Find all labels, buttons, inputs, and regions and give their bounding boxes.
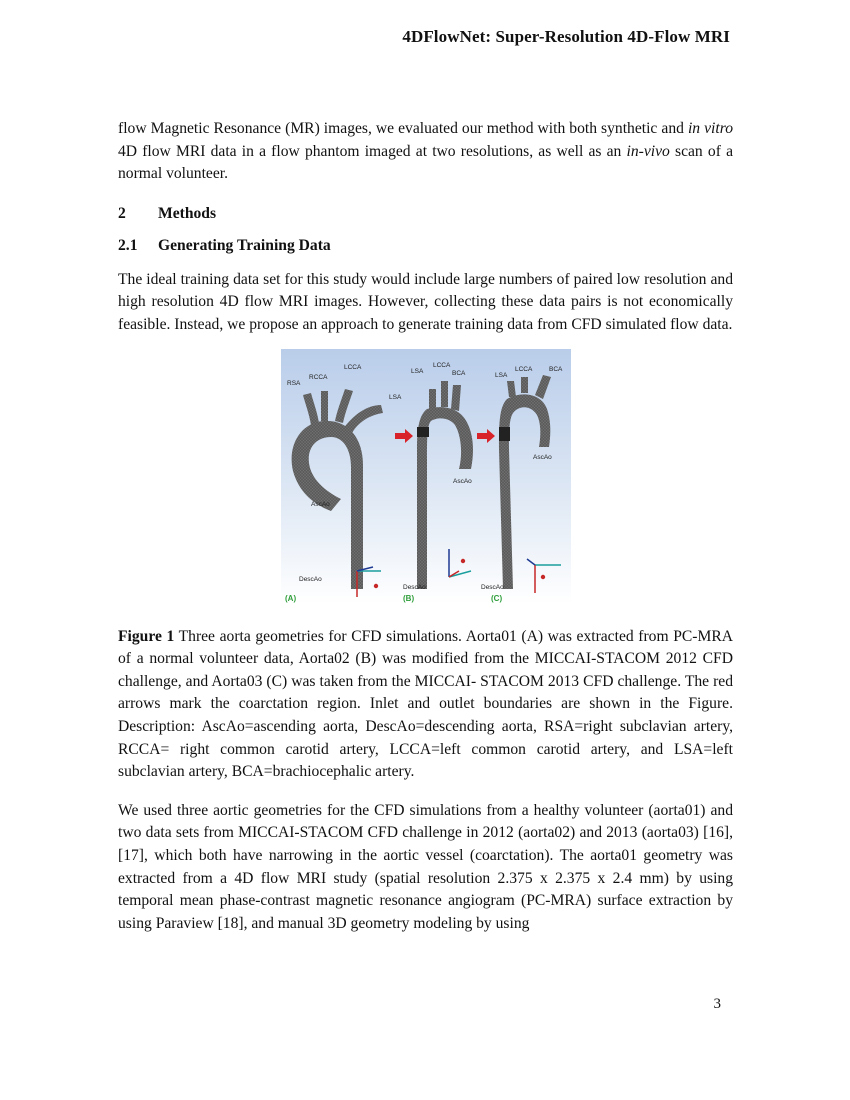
panel-c-label-lsa: LSA — [494, 371, 507, 379]
section-heading — [118, 203, 733, 225]
page-number: 3 — [713, 996, 721, 1012]
panel-c-label-bca: BCA — [548, 365, 562, 373]
intro-text-3: scan of a normal volunteer. — [118, 142, 733, 183]
section-number: 2 — [118, 204, 126, 222]
subsection-number: 2.1 — [118, 236, 138, 254]
panel-a-label-lsa: LSA — [388, 393, 401, 401]
figure-1-container — [118, 349, 733, 604]
figure-1-caption — [118, 626, 733, 784]
panel-b-label-lcca: LCCA — [432, 361, 450, 369]
panel-c-label: (C) — [490, 593, 502, 603]
panel-c-branch-lcca — [521, 377, 528, 393]
subsection-title: Generating Training Data — [158, 236, 331, 254]
paragraph-aortic-geometries: We used three aortic geometries for the CFD simulations from a healthy volunteer (aorta01) and two data sets from MICCAI-STACOM CFD challenge in 2012 (aorta02) and 2013 (aorta03) [16], [17], which both have narrowing in the aortic vessel (coarctation). The aorta01 geometry was extracted from a 4D flow MRI study (spatial resolution 2.375 x 2.375 x 2.4 mm) by using temporal mean phase-contrast magnetic resonance angiogram (PC-MRA) surface extraction by using Paraview [18], and manual 3D geometry modeling by using — [118, 801, 733, 932]
panel-a-label-rsa: RSA — [286, 379, 300, 387]
panel-b-coarctation-band — [417, 427, 429, 437]
panel-c-coarctation-band — [499, 427, 510, 441]
panel-a-label-ascao: AscAo — [310, 500, 330, 508]
figure-1-caption-text: Three aorta geometries for CFD simulations. Aorta01 (A) was extracted from PC-MRA of a normal volunteer data, Aorta02 (B) was modified from the MICCAI-STACOM 2012 CFD challenge, and Aorta03 (C) was taken from the MICCAI- STACOM 2013 CFD challenge. The red arrows mark the coarctation region. Inlet and outlet boundaries are shown in the Figure. Description: AscAo=ascending aorta, DescAo=descending aorta, RSA=right subclavian artery, RCCA= right common carotid artery, LCCA=left common carotid artery, and LSA=left subclavian artery, BCA=brachiocephalic artery. — [118, 627, 733, 781]
section-title: Methods — [158, 204, 217, 222]
intro-italic-in-vitro: in vitro — [687, 120, 733, 137]
panel-a-label-descao: DescAo — [298, 575, 322, 583]
panel-a-branch-rcca — [321, 391, 328, 421]
panel-b-label-bca: BCA — [451, 369, 465, 377]
running-header: 4DFlowNet: Super-Resolution 4D-Flow MRI — [402, 27, 730, 46]
panel-a-label-lcca: LCCA — [343, 363, 361, 371]
intro-paragraph — [118, 118, 733, 186]
intro-italic-in-vivo: in-vivo — [626, 142, 670, 160]
panel-b-label-ascao: AscAo — [452, 477, 472, 485]
paragraph-training-data: The ideal training data set for this study would include large numbers of paired low resolution and high resolution 4D flow MRI images. However, collecting these data pairs is not economically feasible. Instead, we propose an approach to generate training data from CFD simulated flow data. — [118, 270, 733, 333]
panel-b-label: (B) — [402, 593, 414, 603]
panel-b-branch-lsa — [429, 389, 436, 409]
figure-1-caption-label: Figure 1 — [118, 627, 175, 645]
panel-c-label-lcca: LCCA — [514, 365, 532, 373]
page-content — [118, 118, 733, 935]
panel-b-branch-lcca — [441, 381, 448, 407]
subsection-heading — [118, 235, 733, 257]
panel-b-label-lsa: LSA — [410, 367, 423, 375]
intro-text-1: flow Magnetic Resonance (MR) images, we evaluated our method with both synthetic and — [118, 120, 688, 137]
intro-text-2: 4D flow MRI data in a flow phantom imaged at two resolutions, as well as an — [118, 142, 627, 160]
panel-c-label-descao: DescAo — [480, 583, 504, 591]
figure-1-aorta-geometries — [281, 349, 571, 604]
panel-a-label-rcca: RCCA — [308, 373, 327, 381]
panel-b-label-descao: DescAo — [402, 583, 426, 591]
panel-c-label-ascao: AscAo — [532, 453, 552, 461]
panel-a-label: (A) — [284, 593, 296, 603]
